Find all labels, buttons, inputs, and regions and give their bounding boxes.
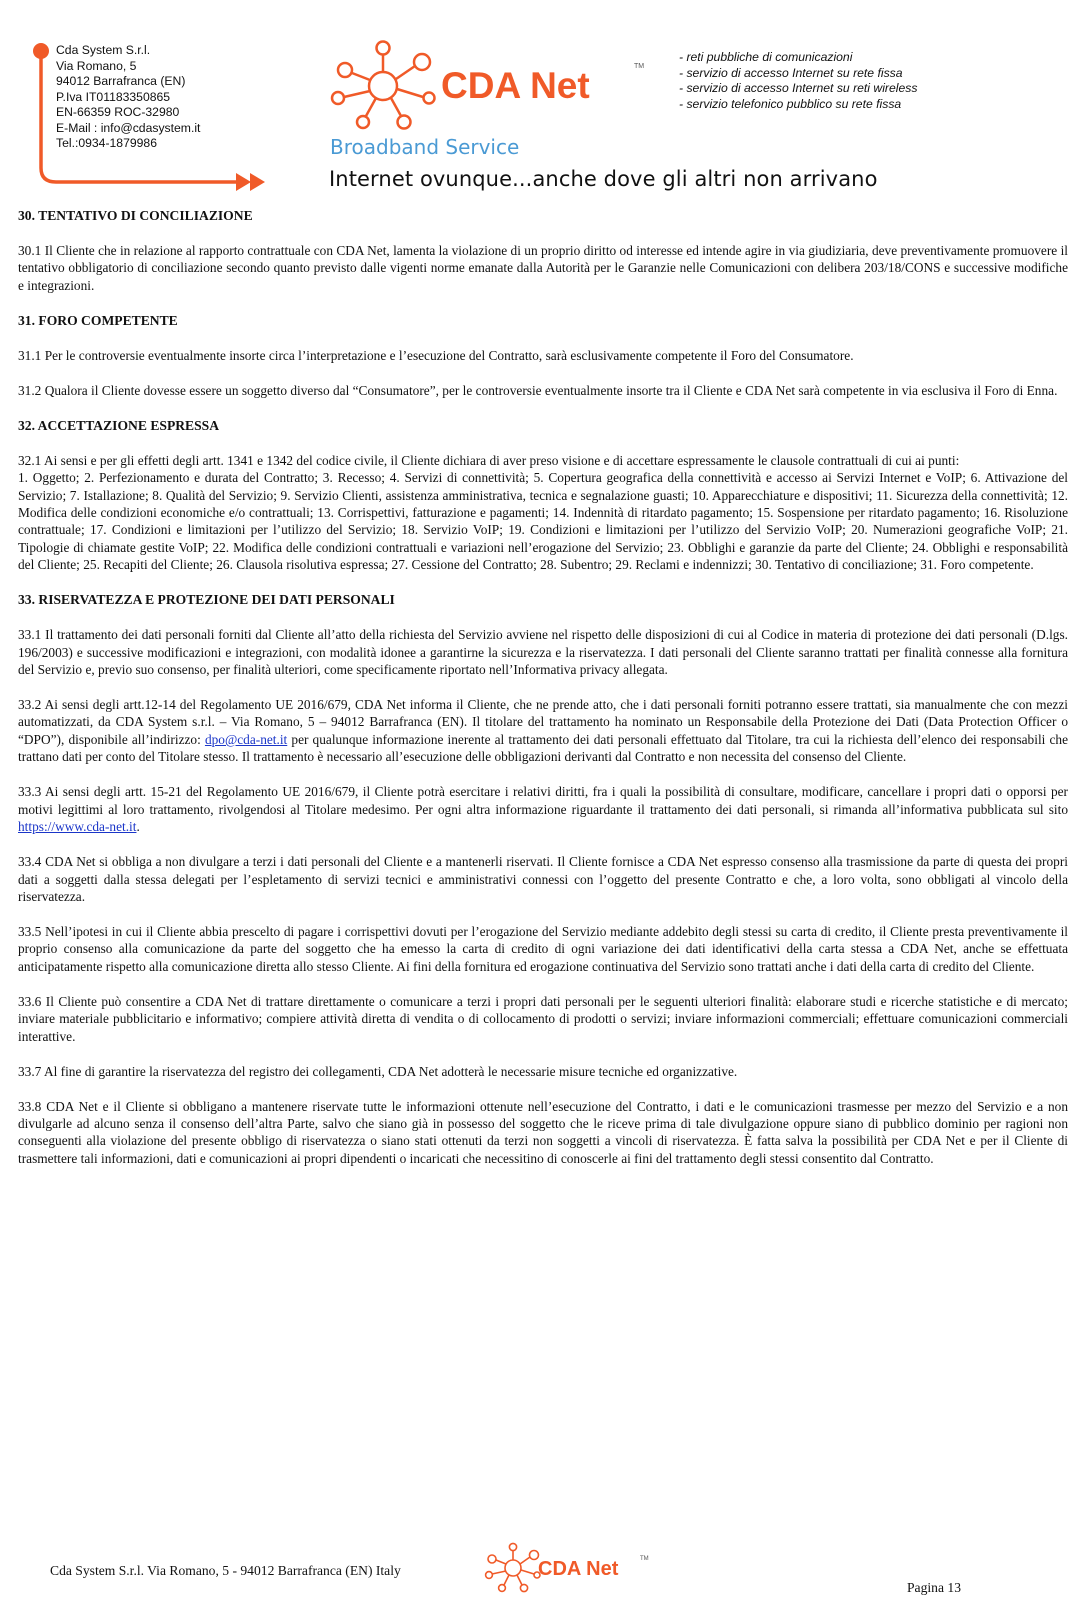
broadband-label: Broadband Service <box>330 135 520 159</box>
section-heading: 33. RISERVATEZZA E PROTEZIONE DEI DATI PERSONALI <box>18 592 395 608</box>
service-item: - reti pubbliche di comunicazioni <box>679 50 853 64</box>
paragraph: 31.2 Qualora il Cliente dovesse essere un soggetto diverso dal “Consumatore”, per le controversie eventualmente insorte tra il Cliente e CDA Net sarà competente in via esclusiva il Foro di Enna. <box>18 382 1058 398</box>
company-line: EN-66359 ROC-32980 <box>56 105 180 119</box>
paragraph: 33.5 Nell’ipotesi in cui il Cliente abbia prescelto di pagare i corrispettivi dovuti per l’erogazione del Servizio mediante addebito degli stessi su carta di credito, il Cliente presta preventivamente il proprio consenso alla comunicazione da parte del soggetto che ha emesso la carta di credito di ogni variazione dei dati identificativi della carta stessa a CDA Net, anche se effettuata anticipatamente rispetto alla comunicazione diretta allo stesso Cliente. Ai fini della fornitura ed erogazione continuativa del Servizio sono trattati anche i dati della carta di credito del Cliente. <box>18 923 1068 974</box>
paragraph-text: . <box>136 819 140 835</box>
page-number: Pagina 13 <box>907 1580 961 1595</box>
footer-logo-text: CDA Net <box>538 1558 619 1580</box>
service-item: - servizio di accesso Internet su reti wireless <box>679 81 918 96</box>
paragraph: 31.1 Per le controversie eventualmente insorte circa l’interpretazione e l’esecuzione del Contratto, sarà esclusivamente competente il Foro del Consumatore. <box>18 347 854 363</box>
clause-list: 1. Oggetto; 2. Perfezionamento e durata del Contratto; 3. Recesso; 4. Servizi di connettività; 5. Copertura geografica della connettività e accesso ai Servizi Internet e VoIP; 6. Attivazione del Servizio; 7. Istallazione; 8. Qualità del Servizio; 9. Servizio Clienti, assistenza amministrativa, tecnica e segnalazione guasti; 10. Apparecchiature e dispositivi; 11. Sicurezza della connettività; 12. Modifica delle condizioni economiche e/o contrattuali; 13. Corrispettivi, fatturazione e pagamenti; 14. Indennità di ritardato pagamento; 15. Sospensione per ritardato pagamento; 16. Risoluzione contrattuale; 17. Condizioni e limitazioni per l’utilizzo del Servizio; 18. Servizio VoIP; 19. Condizioni e limitazioni per l’utilizzo del Servizio VoIP; 20. Numerazioni geografiche VoIP; 21. Tipologie di chiamate gestite VoIP; 22. Modifica delle condizioni contrattuali e variazioni nell’erogazione del Servizio; 23. Obblighi e garanzie da parte del Cliente; 24. Obblighi e responsabilità del Cliente; 25. Recapiti del Cliente; 26. Clausola risolutiva espressa; 27. Cessione del Contratto; 28. Subentro; 29. Reclami e indennizzi; 30. Tentativo di conciliazione; 31. Foro competente. <box>18 470 1068 573</box>
company-line: Via Romano, 5 <box>56 58 137 73</box>
company-info <box>56 43 200 152</box>
paragraph-text: per qualunque informazione inerente al trattamento dei dati personali effettuato dal Titolare, tra cui la richiesta dell’elenco dei responsabili che trattano dati per conto del Titolare stesso. Il trattamento è necessario all’esecuzione delle obbligazioni derivanti dal Contratto e non necessita del consenso del Cliente. <box>18 731 1069 765</box>
paragraph-text: 33.3 Ai sensi degli artt. 15-21 del Regolamento UE 2016/679, il Cliente potrà esercitare i relativi diritti, fra i quali la possibilità di consultare, modificare, cancellare i propri dati o opporsi per motivi legittimi al loro trattamento, rivolgendosi al Titolare medesimo. Per ogni altra informazione riguardante il trattamento dei dati personali, si rimanda all’informativa pubblicata sul sito <box>18 784 1068 817</box>
website-link[interactable]: https://www.cda-net.it <box>18 819 137 835</box>
paragraph <box>18 696 1068 766</box>
paragraph: 33.1 Il trattamento dei dati personali forniti dal Cliente all’atto della richiesta del Servizio avviene nel rispetto delle disposizioni di cui al Codice in materia di protezione dei dati personali (D.lgs. 196/2003) e successive modificazioni e integrazioni, con modalità idonee a garantirne la sicurezza e la riservatezza. I dati personali del Cliente saranno trattati per finalità connesse alla fornitura del Servizio e, previo suo consenso, per finalità ulteriori, come specificamente riportato nell’Informativa privacy allegata. <box>18 627 1068 678</box>
section-heading: 31. FORO COMPETENTE <box>18 312 178 328</box>
footer-address: Cda System S.r.l. Via Romano, 5 - 94012 Barrafranca (EN) Italy <box>50 1563 401 1578</box>
paragraph: 30.1 Il Cliente che in relazione al rapporto contrattuale con CDA Net, lamenta la violazione di un proprio diritto od interesse ed intende agire in via giudiziaria, deve preventivamente promuovere il tentativo obbligatorio di conciliazione secondo quanto previsto dalle vigenti norme emanate dalla Autorità per le Garanzie nelle Comunicazioni con delibera 203/18/CONS e successive modifiche e integrazioni. <box>18 243 1068 293</box>
paragraph: 33.7 Al fine di garantire la riservatezza del registro dei collegamenti, CDA Net adotterà le necessarie misure tecniche ed organizzative. <box>18 1063 738 1079</box>
company-line: Tel.:0934-1879986 <box>56 136 157 150</box>
services-list <box>679 50 917 112</box>
paragraph: 33.4 CDA Net si obbliga a non divulgare a terzi i dati personali del Cliente e a mantenerli riservati. Il Cliente fornisce a CDA Net espresso consenso alla trasmissione da parte di questa dei propri dati a soggetti dalla stessa delegati per l’espletamento di servizi tecnici e amministrativi connessi con l’oggetto del presente Contratto e che, a loro volta, sono obbligati al vincolo della riservatezza. <box>18 854 1068 904</box>
paragraph-text: 33.2 Ai sensi degli artt.12-14 del Regolamento UE 2016/679, CDA Net informa il Cliente, che ne prende atto, che i dati personali forniti potranno essere trattati, sia manualmente che con mezzi automatizzati, da CDA System s.r.l. – Via Romano, 5 – 94012 Barrafranca (EN). Il titolare del trattamento ha nominato un Responsabile della Protezione dei Dati (Data Protection Officer o “DPO”), disponibile all’indirizzo: <box>18 697 1068 747</box>
paragraph: 33.6 Il Cliente può consentire a CDA Net di trattare direttamente o comunicare a terzi i propri dati personali per le seguenti ulteriori finalità: elaborare studi e ricerche statistiche e di mercato; inviare materiale pubblicitario e informativo; compiere attività diretta di vendita o di collocamento di prodotti o servizi; inviare informazioni commerciali; effettuare comunicazioni commerciali interattive. <box>18 993 1068 1044</box>
company-line: P.Iva IT01183350865 <box>56 89 171 104</box>
footer-logo-icon <box>483 1542 541 1594</box>
tagline: Internet ovunque...anche dove gli altri non arrivano <box>329 167 878 191</box>
company-line: Cda System S.r.l. <box>56 43 151 57</box>
service-item: - servizio di accesso Internet su rete fissa <box>679 65 903 80</box>
section-heading: 32. ACCETTAZIONE ESPRESSA <box>18 417 220 433</box>
footer-trademark: TM <box>640 1556 649 1562</box>
logo-text: CDA Net <box>441 65 590 106</box>
company-line: 94012 Barrafranca (EN) <box>56 74 186 88</box>
service-item: - servizio telefonico pubblico su rete fissa <box>679 96 902 111</box>
company-line: E-Mail : info@cdasystem.it <box>56 120 201 135</box>
paragraph: 33.8 CDA Net e il Cliente si obbligano a mantenere riservate tutte le informazioni ottenute nell’esecuzione del Contratto, i dati e le comunicazioni trasmesse per mezzo del Servizio e a non divulgarle ad alcuno senza il consenso dell’altra Parte, salvo che siano già in possesso del soggetto che le riceve prima di tale divulgazione oppure siano di pubblico dominio per ragioni non conseguenti alla violazione del presente obbligo di riservatezza o siano stati ottenuti da terzi non soggetti a vincoli di riservatezza. È fatta salva la possibilità per CDA Net e per il Cliente di trasmettere tali informazioni, dati e comunicazioni ai propri dipendenti o incaricati che necessitino di conoscerle ai fini del trattamento degli stessi consentito dal Contratto. <box>18 1098 1068 1166</box>
cda-net-logo-icon <box>325 38 440 133</box>
paragraph <box>18 783 1068 835</box>
dpo-email-link[interactable]: dpo@cda-net.it <box>204 731 288 747</box>
contract-text <box>18 207 1068 1185</box>
trademark: TM <box>634 63 645 70</box>
paragraph: 32.1 Ai sensi e per gli effetti degli artt. 1341 e 1342 del codice civile, il Cliente dichiara di aver preso visione e di accettare espressamente le clausole contrattuali di cui ai punti: <box>18 452 960 468</box>
section-heading: 30. TENTATIVO DI CONCILIAZIONE <box>18 208 253 223</box>
